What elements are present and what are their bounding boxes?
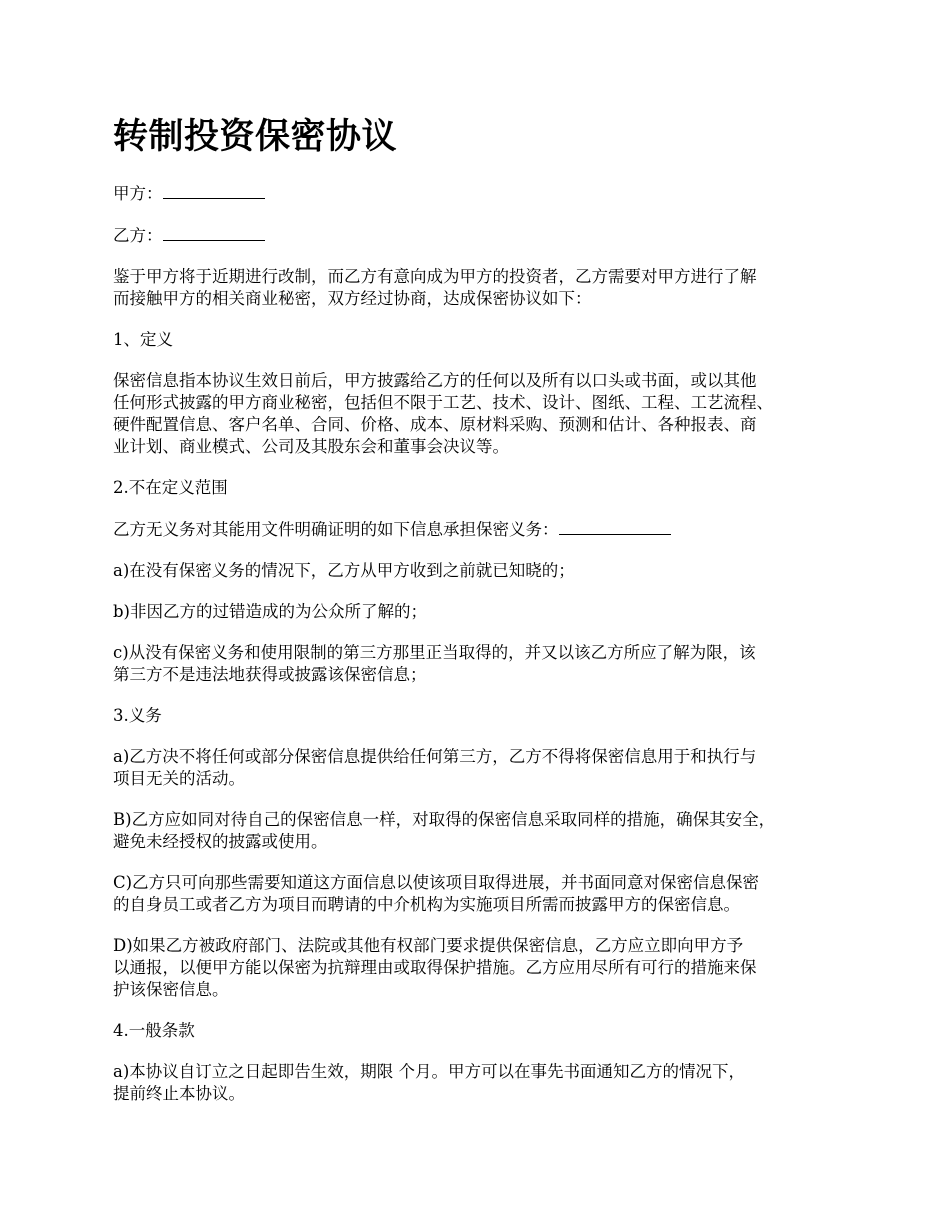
section-2-item-a: a)在没有保密义务的情况下，乙方从甲方收到之前就已知晓的；	[113, 561, 575, 580]
party-b-label: 乙方：	[113, 226, 163, 245]
document-page	[113, 112, 858, 1124]
party-b-blank	[163, 224, 265, 241]
party-a-blank	[163, 182, 265, 199]
section-3-item-c: C)乙方只可向那些需要知道这方面信息以使该项目取得进展，并书面同意对保密信息保密 的自身员工或者乙方为项目而聘请的中介机构为实施项目所需而披露甲方的保密信息。	[113, 873, 760, 914]
section-4-heading: 4.一般条款	[113, 1021, 195, 1040]
intro-paragraph: 鉴于甲方将于近期进行改制，而乙方有意向成为甲方的投资者，乙方需要对甲方进行了解 而接触甲方的相关商业秘密，双方经过协商，达成保密协议如下：	[113, 267, 757, 308]
section-2-blank	[559, 518, 671, 535]
section-3-item-a: a)乙方决不将任何或部分保密信息提供给任何第三方，乙方不得将保密信息用于和执行与 项目无关的活动。	[113, 747, 757, 788]
document-title: 转制投资保密协议	[113, 117, 398, 157]
party-b-line	[113, 224, 858, 247]
section-1-body: 保密信息指本协议生效日前后，甲方披露给乙方的任何以及所有以口头或书面，或以其他 任何形式披露的甲方商业秘密，包括但不限于工艺、技术、设计、图纸、工程、工艺流程、 硬件配置信息、客户名单、合同、价格、成本、原材料采购、预测和估计、各种报表、商 业计划、商业模式、公司及其股东会和董事会决议等。	[113, 371, 773, 456]
section-2-item-b: b)非因乙方的过错造成的为公众所了解的；	[113, 602, 427, 621]
section-1-heading: 1、定义	[113, 330, 173, 349]
section-2-item-c: c)从没有保密义务和使用限制的第三方那里正当取得的，并又以该乙方所应了解为限，该 第三方不是违法地获得或披露该保密信息；	[113, 643, 756, 684]
section-4-item-a: a)本协议自订立之日起即告生效，期限 个月。甲方可以在事先书面通知乙方的情况下， 提前终止本协议。	[113, 1062, 746, 1103]
section-3-item-d: D)如果乙方被政府部门、法院或其他有权部门要求提供保密信息，乙方应立即向甲方予 以通报，以便甲方能以保密为抗辩理由或取得保护措施。乙方应用尽所有可行的措施来保 护该保密信息。	[113, 936, 757, 999]
party-a-line	[113, 182, 858, 205]
section-2-heading: 2.不在定义范围	[113, 478, 228, 497]
section-3-item-b: B)乙方应如同对待自己的保密信息一样，对取得的保密信息采取同样的措施，确保其安全， 避免未经授权的披露或使用。	[113, 810, 776, 851]
section-3-heading: 3.义务	[113, 706, 162, 725]
party-a-label: 甲方：	[113, 184, 163, 203]
section-2-lead	[113, 518, 858, 541]
section-2-lead-text: 乙方无义务对其能用文件明确证明的如下信息承担保密义务：	[113, 520, 559, 539]
